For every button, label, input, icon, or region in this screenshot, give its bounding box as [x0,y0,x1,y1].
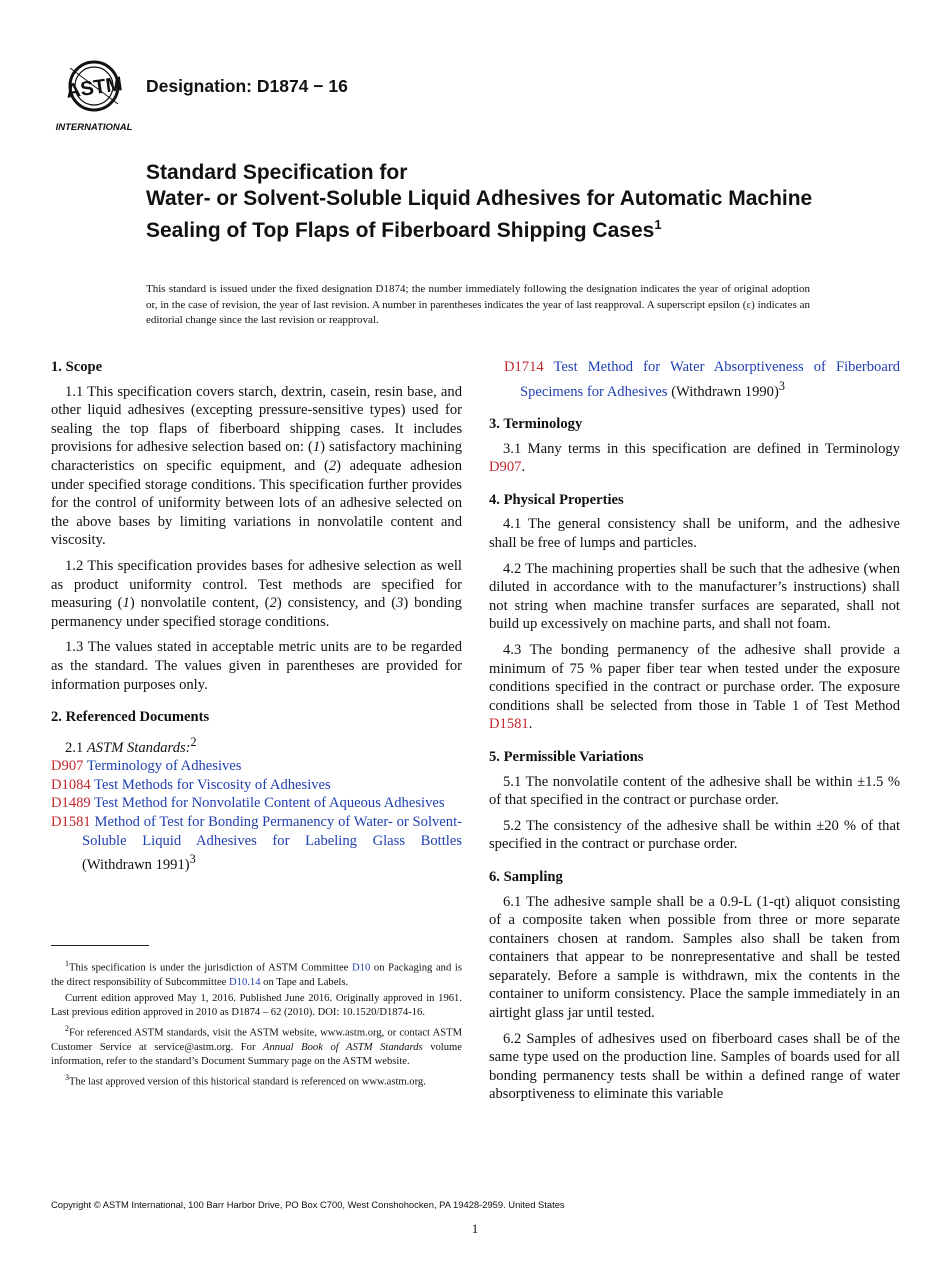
reference-note: (Withdrawn 1990) [667,383,779,400]
text-run: The last approved version of this historical standard is referenced on www.astm.org. [69,1076,426,1088]
text-run: . [528,716,533,733]
svg-text:ASTM: ASTM [64,73,124,103]
paragraph-1-2 [51,557,462,631]
text-run: ) bonding permanency under specified storage conditions. [51,595,462,630]
title-line-1: Standard Specification for [146,161,408,184]
reference-title[interactable]: Terminology of Adhesives [86,758,242,775]
text-run: ) consistency, and ( [276,595,397,612]
paragraph-6-2: 6.2 Samples of adhesives used on fiberboard cases shall be of the same type used on the production line. Samples of boards used for all bonding permanency tests shall be within a defined range of water absorptiveness to eliminate this variable [489,1030,900,1103]
paragraph-5-1: 5.1 The nonvolatile content of the adhesive shall be within ±1.5 % of that specified in the contract or purchase order. [489,773,900,809]
section-heading-scope: 1. Scope [51,359,103,375]
text-run: This specification is under the jurisdiction of ASTM Committee [69,962,353,974]
reference-item[interactable] [489,358,900,401]
astm-logo [52,58,136,134]
reference-code[interactable]: D1084 [51,776,91,793]
text-run: . [521,459,526,476]
page-number: 1 [471,1221,479,1236]
reference-code[interactable]: D1581 [51,813,91,830]
footnote-2 [51,1022,462,1070]
title-footnote-mark: 1 [654,217,662,232]
footnote-mark: 3 [65,1072,69,1082]
committee-link[interactable]: D10 [352,962,371,974]
paragraph-6-1: 6.1 The adhesive sample shall be a 0.9-L (1-qt) aliquot consisting of a composite taken when possible from three or more separate containers chosen at random. Samples also shall be taken from containers that appear to be nonrepresentative and shall be tested separately. Before a sample is withdrawn, mix the contents in the container to uniform consistency. Place the sample immediately in an airtight glass jar until tested. [489,893,900,1022]
text-run: 1 [312,439,321,456]
footnotes [51,957,462,1091]
text-run: 3 [396,595,404,612]
text-run: Annual Book of ASTM Standards [263,1041,423,1053]
copyright-notice: Copyright © ASTM International, 100 Barr Harbor Drive, PO Box C700, West Conshohocken, PA 19428-2959. United States [51,1199,565,1210]
reference-title[interactable]: Test Methods for Viscosity of Adhesives [94,776,331,793]
text-run: on Packaging and is the direct responsibility of Subcommittee [51,962,462,989]
reference-code[interactable]: D1489 [51,795,91,812]
reference-item[interactable] [51,776,462,795]
paragraph-3-1 [489,440,900,477]
section-heading-terminology: 3. Terminology [489,416,583,433]
text-run: 2 [269,595,277,612]
paragraph-4-2: 4.2 The machining properties shall be such that the adhesive (when diluted in accordance with to the manufacturer’s instructions) shall not string when machine transfer surfaces are separated, shall not build up excessively on machine parts, and shall not foam. [489,560,900,633]
paragraph-4-1: 4.1 The general consistency shall be uniform, and the adhesive shall be free of lumps and particles. [489,516,900,552]
reference-code[interactable]: D1581 [489,716,529,733]
footnote-mark: 2 [65,1023,69,1033]
text-run: ASTM Standards: [86,739,191,756]
text-run: For referenced ASTM standards, visit the ASTM website, www.astm.org, or contact ASTM Customer Service at service@astm.org. For [51,1027,462,1053]
text-run: ) adequate adhesion under specified storage conditions. This specification further provides for the control of uniformity between lots of an adhesive selected on the above bases by limiting variations in nonvolatile content and viscosity. [51,457,462,549]
text-run: ) nonvolatile content, ( [129,595,270,612]
text-run: 3.1 Many terms in this specification are defined in Terminology [503,440,900,457]
paragraph-1-3: 1.3 The values stated in acceptable metric units are to be regarded as the standard. The values given in parentheses are provided for information purposes only. [51,639,462,693]
standard-notice: This standard is issued under the fixed designation D1874; the number immediately following the designation indicates the year of original adoption or, in the case of revision, the year of last revision. A number in parentheses indicates the year of last reapproval. A superscript epsilon (ε) indicates an editorial change since the last revision or reapproval. [146,283,810,326]
svg-text:INTERNATIONAL: INTERNATIONAL [55,122,133,133]
footnote-1 [51,957,462,991]
subcommittee-link[interactable]: D10.14 [229,977,261,989]
section-heading-sampling: 6. Sampling [489,868,563,885]
paragraph-5-2: 5.2 The consistency of the adhesive shall be within ±20 % of that specified in the contract or purchase order. [489,817,900,853]
title-main [146,186,846,244]
reference-item[interactable] [51,813,462,875]
text-run: 2 [328,457,337,474]
text-run: 1 [122,595,130,612]
right-column [489,358,900,1111]
reference-title[interactable]: Method of Test for Bonding Permanency of Water- or Solvent-Soluble Liquid Adhesives for Labeling Glass Bottles [82,813,462,849]
section-heading-referenced-documents: 2. Referenced Documents [51,709,210,726]
footnote-edition: Current edition approved May 1, 2016. Published June 2016. Originally approved in 1961. Last previous edition approved in 2010 as D1874 – 62 (2010). DOI: 10.1520/D1874-16. [51,992,462,1019]
reference-code[interactable]: D907 [489,459,522,476]
astm-logo-mark [52,58,136,134]
reference-title[interactable]: Test Method for Water Absorptiveness of Fiberboard Specimens for Adhesives [520,359,900,400]
text-run: on Tape and Labels. [260,977,349,989]
reference-note: (Withdrawn 1991) [82,856,190,873]
designation: Designation: D1874 − 16 [146,76,348,96]
document-title [146,160,846,244]
footnote-mark: 3 [189,852,196,867]
section-heading-physical-properties: 4. Physical Properties [489,491,624,508]
footnote-mark: 1 [65,959,69,968]
footnote-mark: 3 [778,378,785,393]
text-run: ) satisfactory machining characteristics on specific equipment, and ( [51,439,462,474]
text-run: volume information, refer to the standard’s Document Summary page on the ASTM website. [51,1041,462,1068]
text-run: 2.1 [65,739,87,756]
text-run: 1.2 This specification provides bases for adhesive selection as well as product uniformity control. Test methods are specified for measuring ( [51,557,462,612]
section-heading-permissible-variations: 5. Permissible Variations [489,748,644,765]
footnote-mark: 2 [190,734,197,749]
reference-item[interactable] [51,757,462,776]
footnote-divider [51,945,149,946]
text-run: 4.3 The bonding permanency of the adhesive shall provide a minimum of 75 % paper fiber tear when tested under the exposure conditions specified in the contract or purchase order. The exposure conditions shall be selected from those in Table 1 of Test Method [489,641,900,714]
paragraph-1-1 [51,383,462,550]
paragraph-4-3 [489,641,900,734]
reference-title[interactable]: Test Method for Nonvolatile Content of Aqueous Adhesives [94,795,445,812]
reference-code[interactable]: D907 [51,758,84,775]
text-run: 1.1 This specification covers starch, dextrin, casein, resin base, and other liquid adhesives (excepting pressure-sensitive types) used for sealing the top flaps of fiberboard shipping cases. It includes provisions for adhesive selection based on: ( [51,383,462,456]
reference-code[interactable]: D1714 [504,359,544,375]
astm-standards-label [51,733,462,757]
left-column [51,358,462,875]
footnote-3 [51,1071,462,1090]
reference-item[interactable] [51,794,462,813]
title-line-2: Water- or Solvent-Soluble Liquid Adhesives for Automatic Machine Sealing of Top Flaps of Fiberboard Shipping Cases [146,187,813,242]
